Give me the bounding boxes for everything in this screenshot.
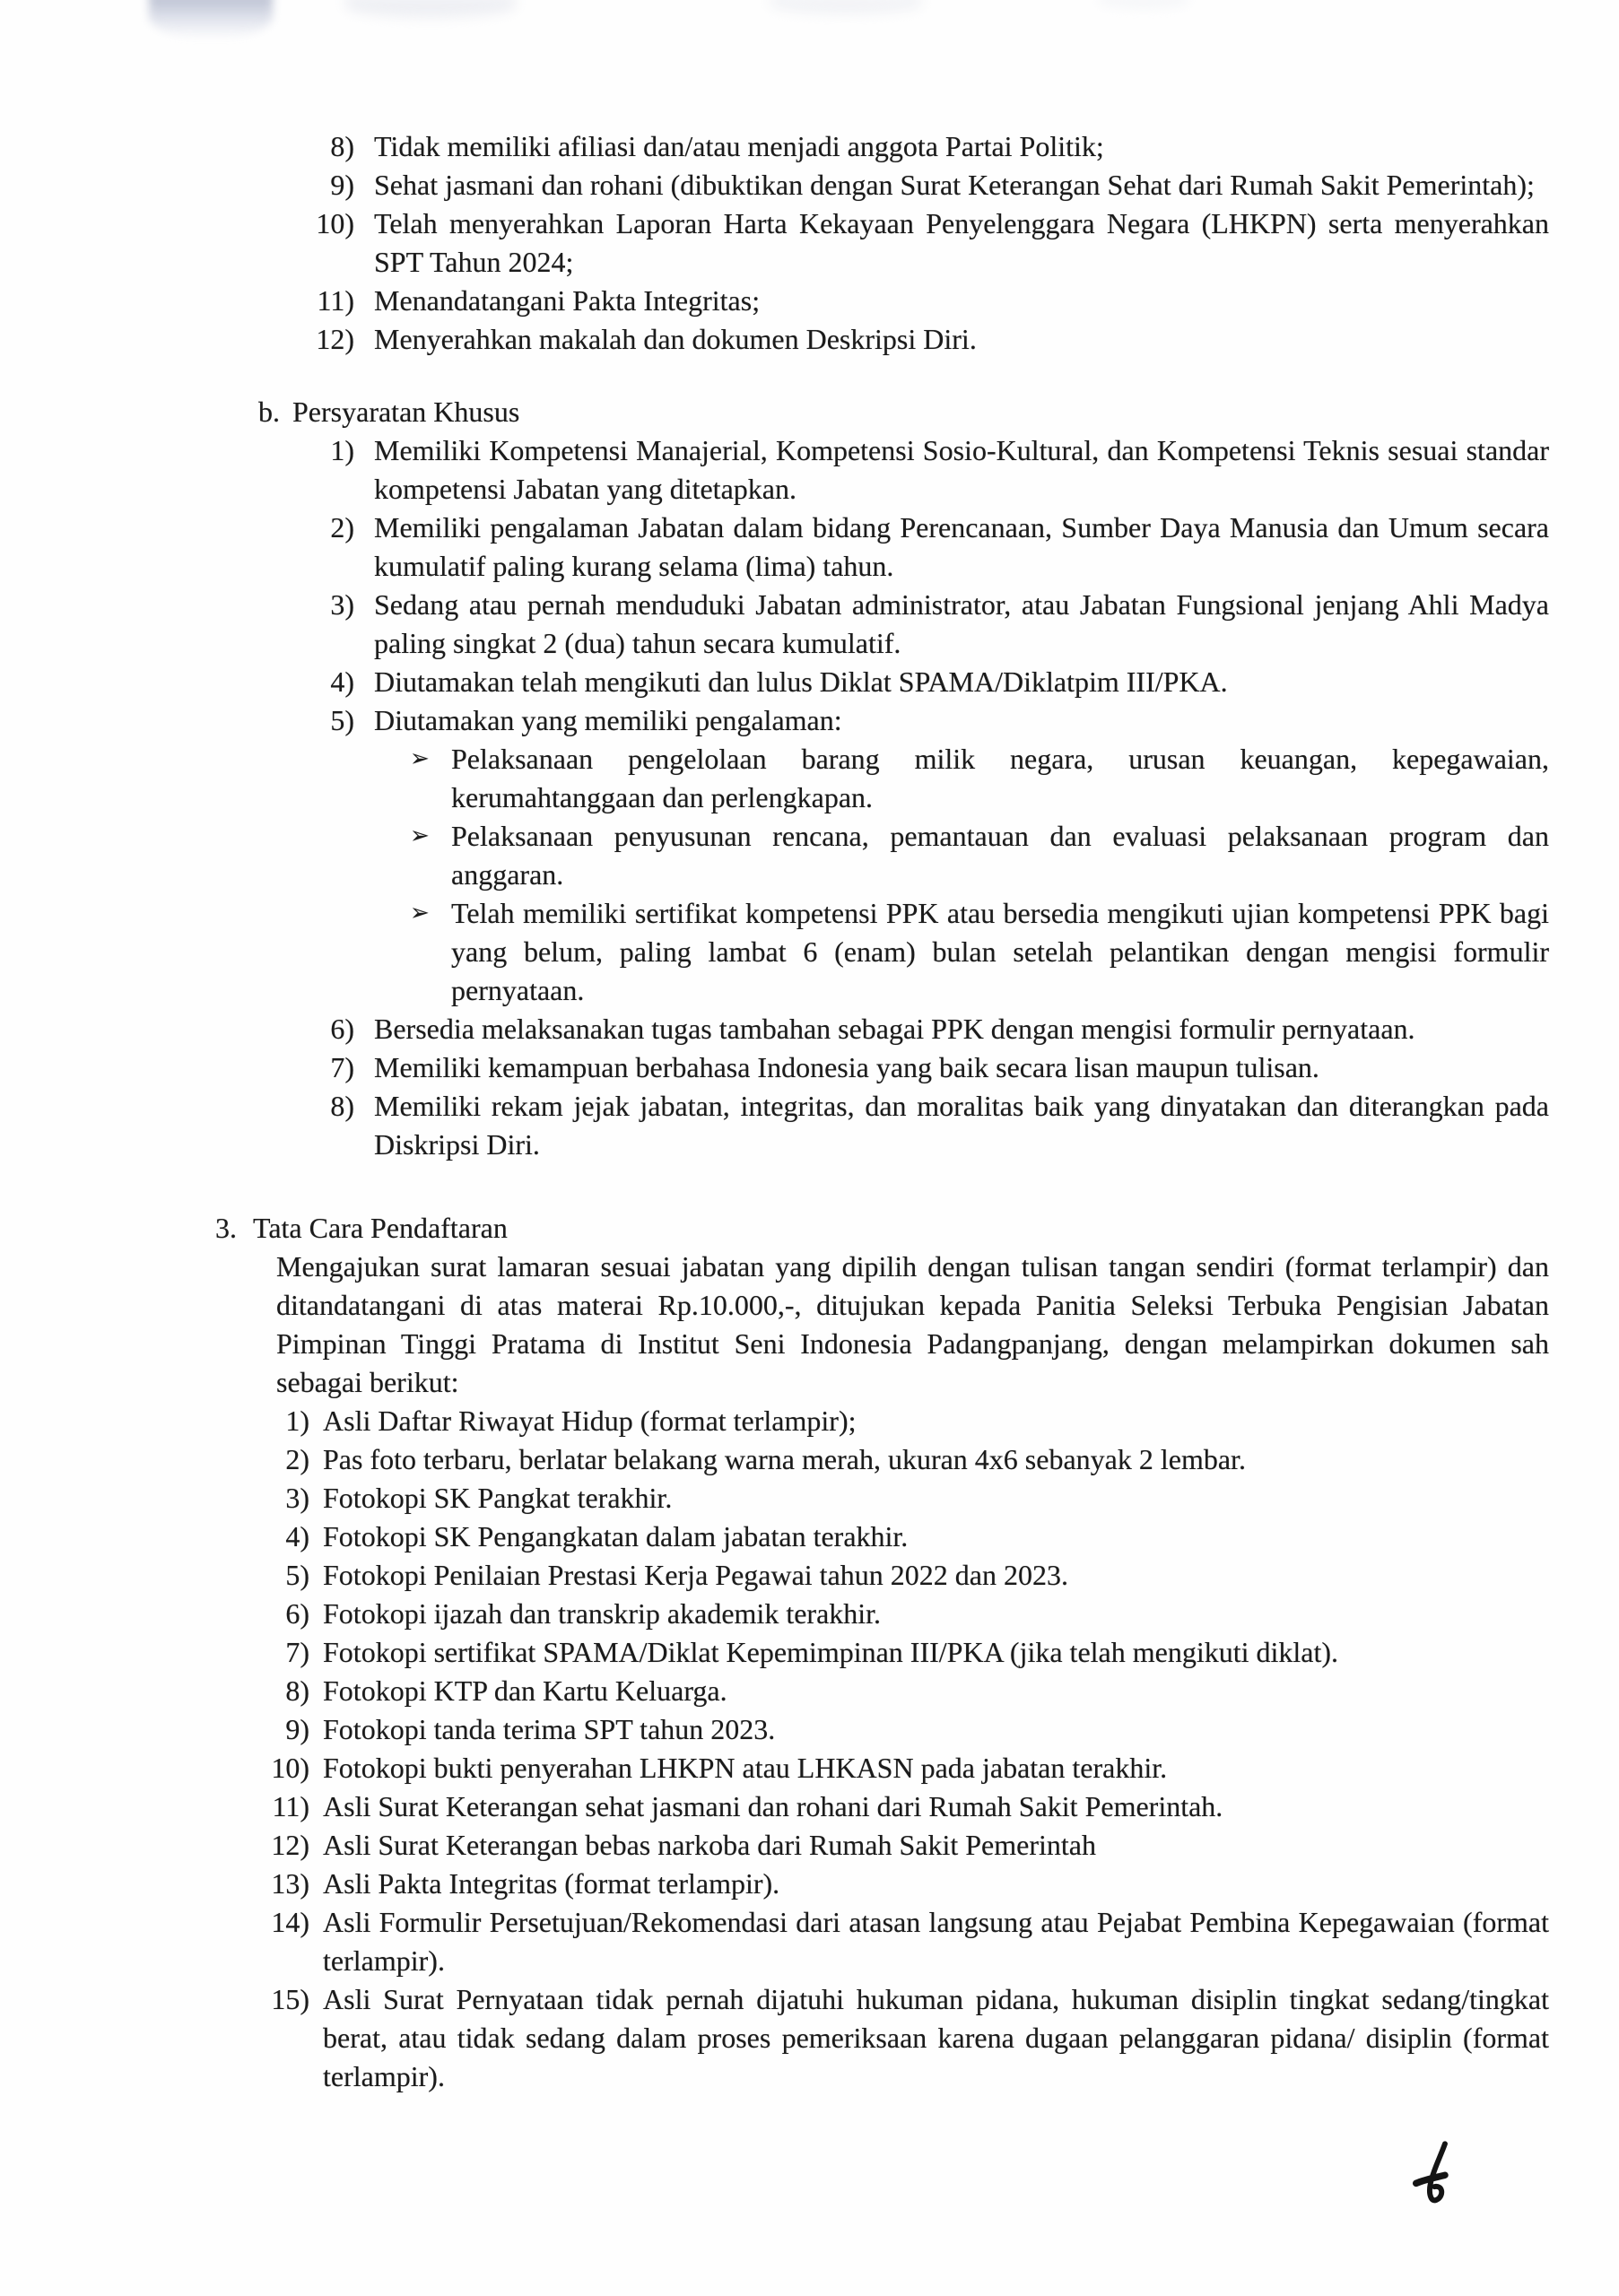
registration-document-item xyxy=(247,1710,1549,1749)
registration-document-item xyxy=(247,1479,1549,1518)
general-requirement-item xyxy=(292,204,1549,282)
list-item-number: 3) xyxy=(285,1482,309,1514)
special-requirements-heading xyxy=(258,393,1619,431)
arrow-bullet-icon: ➢ xyxy=(410,900,430,926)
list-item-body xyxy=(374,431,1549,509)
list-item-body xyxy=(323,1595,1549,1633)
special-requirement-item xyxy=(292,1087,1549,1164)
registration-intro-paragraph: Mengajukan surat lamaran sesuai jabatan yang dipilih dengan tulisan tangan sendiri (format terlampir) dan ditandatangani di atas materai Rp.10.000,-, ditujukan kepada Panitia Seleksi Terbuka Pengisian Jabatan Pimpinan Tinggi Pratama di Institut Seni Indonesia Padangpanjang, dengan melampirkan dokumen sah sebagai berikut: xyxy=(276,1250,1549,1398)
list-item-text: Memiliki pengalaman Jabatan dalam bidang Perencanaan, Sumber Daya Manusia dan Umum secara kumulatif paling kurang selama (lima) tahun. xyxy=(374,511,1549,582)
special-requirement-item xyxy=(292,431,1549,509)
registration-document-item xyxy=(247,1787,1549,1826)
list-item-body xyxy=(374,166,1549,204)
arrow-bullet-icon: ➢ xyxy=(410,822,430,849)
section-number: 3. xyxy=(215,1212,237,1244)
list-item-body xyxy=(374,282,1549,320)
general-requirement-item xyxy=(292,166,1549,204)
list-item-number: 12) xyxy=(271,1829,309,1861)
list-item-number: 14) xyxy=(271,1906,309,1938)
list-item-body xyxy=(374,586,1549,663)
special-requirement-item xyxy=(292,1048,1549,1087)
bullet-item-text: Telah memiliki sertifikat kompetensi PPK atau bersedia mengikuti ujian kompetensi PPK bagi yang belum, paling lambat 6 (enam) bulan setelah pelantikan dengan mengisi formulir pernyataan. xyxy=(451,897,1549,1006)
list-item-body xyxy=(374,127,1549,166)
registration-document-item xyxy=(247,1633,1549,1672)
list-item-text: Asli Formulir Persetujuan/Rekomendasi dari atasan langsung atau Pejabat Pembina Kepegawaian (format terlampir). xyxy=(323,1906,1549,1977)
list-item-body xyxy=(374,701,1549,1010)
registration-document-item xyxy=(247,1903,1549,1980)
list-item-number: 8) xyxy=(330,130,354,162)
registration-document-item xyxy=(247,1672,1549,1710)
bullet-item xyxy=(410,740,1549,817)
registration-document-item xyxy=(247,1402,1549,1440)
special-requirements-section xyxy=(0,393,1619,1164)
list-item-text: Fotokopi tanda terima SPT tahun 2023. xyxy=(323,1713,776,1745)
general-requirements-list xyxy=(292,127,1549,359)
list-item-text: Menandatangani Pakta Integritas; xyxy=(374,284,761,317)
list-item-body xyxy=(323,1440,1549,1479)
list-item-body xyxy=(323,1903,1549,1980)
special-requirement-item xyxy=(292,1010,1549,1048)
list-item-number: 4) xyxy=(330,665,354,698)
registration-document-item xyxy=(247,1749,1549,1787)
list-item-body xyxy=(323,1865,1549,1903)
list-item-text: Diutamakan telah mengikuti dan lulus Diklat SPAMA/Diklatpim III/PKA. xyxy=(374,665,1228,698)
registration-heading xyxy=(215,1209,1619,1248)
list-item-number: 6) xyxy=(285,1597,309,1630)
special-requirement-item xyxy=(292,701,1549,1010)
bullet-item-text: Pelaksanaan penyusunan rencana, pemantauan dan evaluasi pelaksanaan program dan anggaran. xyxy=(451,820,1549,891)
list-item-number: 7) xyxy=(330,1051,354,1083)
list-item-text: Fotokopi sertifikat SPAMA/Diklat Kepemimpinan III/PKA (jika telah mengikuti diklat). xyxy=(323,1636,1339,1668)
list-item-body xyxy=(374,509,1549,586)
list-item-body xyxy=(374,1010,1549,1048)
general-requirement-item xyxy=(292,127,1549,166)
registration-document-item xyxy=(247,1865,1549,1903)
list-item-body xyxy=(374,204,1549,282)
list-item-number: 4) xyxy=(285,1520,309,1552)
scan-smudge-top-1 xyxy=(345,0,516,18)
list-item-text: Sedang atau pernah menduduki Jabatan administrator, atau Jabatan Fungsional jenjang Ahli Madya paling singkat 2 (dua) tahun secara kumulatif. xyxy=(374,588,1549,659)
list-item-text: Memiliki kemampuan berbahasa Indonesia yang baik secara lisan maupun tulisan. xyxy=(374,1051,1319,1083)
special-requirements-list xyxy=(292,431,1549,1164)
list-item-number: 2) xyxy=(330,511,354,544)
list-item-text: Asli Daftar Riwayat Hidup (format terlampir); xyxy=(323,1405,857,1437)
list-item-number: 1) xyxy=(330,434,354,466)
list-item-text: Asli Surat Pernyataan tidak pernah dijatuhi hukuman pidana, hukuman disiplin tingkat sedang/tingkat berat, atau tidak sedang dalam proses pemeriksaan karena dugaan pelanggaran pidana/ disiplin (format terlampir). xyxy=(323,1983,1549,2092)
section-title: Tata Cara Pendaftaran xyxy=(253,1212,508,1244)
special-requirement-item xyxy=(292,586,1549,663)
list-item-body xyxy=(323,1518,1549,1556)
scan-smudge-top-2 xyxy=(770,0,922,14)
list-item-body xyxy=(374,320,1549,359)
list-item-text: Fotokopi SK Pangkat terakhir. xyxy=(323,1482,673,1514)
list-item-text: Diutamakan yang memiliki pengalaman: xyxy=(374,704,842,736)
list-item-body xyxy=(323,1710,1549,1749)
registration-document-item xyxy=(247,1518,1549,1556)
list-item-body xyxy=(374,1048,1549,1087)
section-title: Persyaratan Khusus xyxy=(292,396,520,428)
list-item-text: Menyerahkan makalah dan dokumen Deskripsi Diri. xyxy=(374,323,977,355)
scan-smudge-top-left xyxy=(149,0,273,39)
list-item-number: 6) xyxy=(330,1013,354,1045)
list-item-text: Fotokopi KTP dan Kartu Keluarga. xyxy=(323,1674,727,1707)
registration-document-item xyxy=(247,1595,1549,1633)
registration-document-item xyxy=(247,1980,1549,2096)
list-item-number: 9) xyxy=(285,1713,309,1745)
scan-smudge-top-3 xyxy=(1099,0,1188,9)
special-requirement-item xyxy=(292,663,1549,701)
registration-document-item xyxy=(247,1556,1549,1595)
arrow-bullet-icon: ➢ xyxy=(410,745,430,772)
registration-documents-list xyxy=(247,1402,1549,2096)
general-requirement-item xyxy=(292,282,1549,320)
list-item-text: Fotokopi bukti penyerahan LHKPN atau LHKASN pada jabatan terakhir. xyxy=(323,1752,1168,1784)
list-item-text: Fotokopi SK Pengangkatan dalam jabatan terakhir. xyxy=(323,1520,909,1552)
list-item-body xyxy=(323,1556,1549,1595)
list-item-text: Memiliki Kompetensi Manajerial, Kompetensi Sosio-Kultural, dan Kompetensi Teknis sesuai standar kompetensi Jabatan yang ditetapkan. xyxy=(374,434,1549,505)
list-item-number: 5) xyxy=(285,1559,309,1591)
list-item-text: Asli Pakta Integritas (format terlampir). xyxy=(323,1867,780,1900)
list-item-number: 8) xyxy=(330,1090,354,1122)
list-item-number: 8) xyxy=(285,1674,309,1707)
list-item-body xyxy=(374,1087,1549,1164)
list-item-body xyxy=(323,1826,1549,1865)
list-item-text: Telah menyerahkan Laporan Harta Kekayaan Penyelenggara Negara (LHKPN) serta menyerahkan SPT Tahun 2024; xyxy=(374,207,1549,278)
list-item-number: 15) xyxy=(271,1983,309,2015)
handwritten-paraph-mark xyxy=(1408,2140,1457,2217)
list-item-body xyxy=(323,1402,1549,1440)
list-item-number: 11) xyxy=(317,284,354,317)
list-item-number: 11) xyxy=(272,1790,309,1822)
list-item-number: 10) xyxy=(316,207,354,239)
bullet-item-text: Pelaksanaan pengelolaan barang milik negara, urusan keuangan, kepegawaian, kerumahtanggaan dan perlengkapan. xyxy=(451,743,1549,813)
list-item-body xyxy=(323,1633,1549,1672)
experience-bullet-list xyxy=(410,740,1549,1010)
list-item-text: Bersedia melaksanakan tugas tambahan sebagai PPK dengan mengisi formulir pernyataan. xyxy=(374,1013,1415,1045)
list-item-number: 13) xyxy=(271,1867,309,1900)
list-item-body xyxy=(323,1672,1549,1710)
list-item-number: 7) xyxy=(285,1636,309,1668)
list-item-number: 9) xyxy=(330,169,354,201)
bullet-item xyxy=(410,894,1549,1010)
general-requirement-item xyxy=(292,320,1549,359)
special-requirement-item xyxy=(292,509,1549,586)
list-item-number: 2) xyxy=(285,1443,309,1475)
list-item-text: Fotokopi ijazah dan transkrip akademik terakhir. xyxy=(323,1597,882,1630)
list-item-number: 1) xyxy=(285,1405,309,1437)
registration-section xyxy=(0,1209,1619,2096)
list-item-body xyxy=(323,1749,1549,1787)
list-item-body xyxy=(323,1479,1549,1518)
list-item-body xyxy=(323,1980,1549,2096)
list-item-number: 12) xyxy=(316,323,354,355)
list-item-body xyxy=(323,1787,1549,1826)
list-item-text: Asli Surat Keterangan bebas narkoba dari Rumah Sakit Pemerintah xyxy=(323,1829,1096,1861)
list-item-text: Sehat jasmani dan rohani (dibuktikan dengan Surat Keterangan Sehat dari Rumah Sakit Pemerintah); xyxy=(374,169,1535,201)
list-item-text: Asli Surat Keterangan sehat jasmani dan rohani dari Rumah Sakit Pemerintah. xyxy=(323,1790,1223,1822)
list-item-text: Pas foto terbaru, berlatar belakang warna merah, ukuran 4x6 sebanyak 2 lembar. xyxy=(323,1443,1246,1475)
list-item-text: Fotokopi Penilaian Prestasi Kerja Pegawai tahun 2022 dan 2023. xyxy=(323,1559,1068,1591)
list-item-number: 5) xyxy=(330,704,354,736)
list-item-text: Memiliki rekam jejak jabatan, integritas, dan moralitas baik yang dinyatakan dan diterangkan pada Diskripsi Diri. xyxy=(374,1090,1549,1161)
list-item-number: 10) xyxy=(271,1752,309,1784)
registration-document-item xyxy=(247,1826,1549,1865)
registration-document-item xyxy=(247,1440,1549,1479)
section-label: b. xyxy=(258,396,280,428)
list-item-text: Tidak memiliki afiliasi dan/atau menjadi anggota Partai Politik; xyxy=(374,130,1104,162)
bullet-item xyxy=(410,817,1549,894)
list-item-number: 3) xyxy=(330,588,354,621)
list-item-body xyxy=(374,663,1549,701)
